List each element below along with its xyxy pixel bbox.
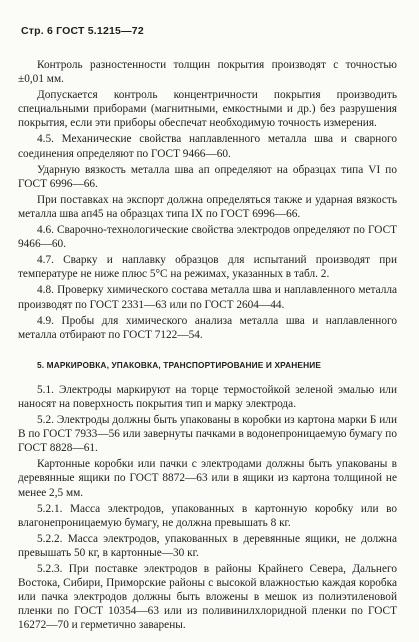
paragraph-4-8: 4.8. Проверку химического состава металла шва и наплавленного металла производят по ГОСТ 2331—63 или по ГОСТ 2604—44. xyxy=(18,284,397,311)
paragraph-cardboard-boxes: Картонные коробки или пачки с электродами должны быть упакованы в деревянные ящики по ГОСТ 8872—63 или в ящики из картона толщиной не менее 2,5 мм. xyxy=(18,458,397,499)
paragraph-5-2-3: 5.2.3. При поставке электродов в районы Крайнего Севера, Дальнего Востока, Сибири, Приморские районы с высокой влажностью каждая коробка или пачка электродов должны быть вложены в мешок из полиэтиленовой пленки по ГОСТ 10354—63 или из поливинилхлоридной пленки по ГОСТ 16272—70 и герметично заварены. xyxy=(18,563,397,632)
page-header: Стр. 6 ГОСТ 5.1215—72 xyxy=(21,25,144,37)
paragraph-export-impact-toughness: При поставках на экспорт должна определяться также и ударная вязкость металла шва aп45 на образцах типа IX по ГОСТ 6996—66. xyxy=(18,193,397,220)
paragraph-5-2-1: 5.2.1. Масса электродов, упакованных в картонную коробку или во влагонепроницаемую бумагу, не должна превышать 8 кг. xyxy=(18,502,397,529)
paragraph-5-2: 5.2. Электроды должны быть упакованы в коробки из картона марки Б или В по ГОСТ 7933—56 или завернуты пачками в водонепроницаемую бумагу по ГОСТ 8828—61. xyxy=(18,414,397,455)
paragraph-impact-toughness: Ударную вязкость металла шва aп определяют на образцах типа VI по ГОСТ 6996—66. xyxy=(18,163,397,190)
paragraph-4-5: 4.5. Механические свойства наплавленного металла шва и сварного соединения определяют по ГОСТ 9466—60. xyxy=(18,133,397,160)
paragraph-4-6: 4.6. Сварочно-технологические свойства электродов определяют по ГОСТ 9466—60. xyxy=(18,224,397,251)
document-body xyxy=(18,58,397,634)
section-title: 5. МАРКИРОВКА, УПАКОВКА, ТРАНСПОРТИРОВАНИЕ И ХРАНЕНИЕ xyxy=(37,359,322,370)
paragraph-thickness-control: Контроль разностенности толщин покрытия производят с точностью ±0,01 мм. xyxy=(18,59,397,86)
paragraph-5-2-2: 5.2.2. Масса электродов, упакованных в деревянные ящики, не должна превышать 50 кг, в картонные—30 кг. xyxy=(18,532,397,559)
paragraph-4-9: 4.9. Пробы для химического анализа металла шва и наплавленного металла отбирают по ГОСТ 7122—54. xyxy=(18,314,397,341)
paragraph-4-7: 4.7. Сварку и наплавку образцов для испытаний производят при температуре не ниже плюс 5°С на режимах, указанных в табл. 2. xyxy=(18,254,397,281)
paragraph-5-1: 5.1. Электроды маркируют на торце термостойкой зеленой эмалью или наносят на поверхность покрытия тип и марку электрода. xyxy=(18,383,397,410)
paragraph-concentricity-control: Допускается контроль концентричности покрытия производить специальными приборами (магнитными, емкостными и др.) без разрушения покрытия, если эти приборы обеспечат необходимую точность измерения. xyxy=(18,89,397,130)
